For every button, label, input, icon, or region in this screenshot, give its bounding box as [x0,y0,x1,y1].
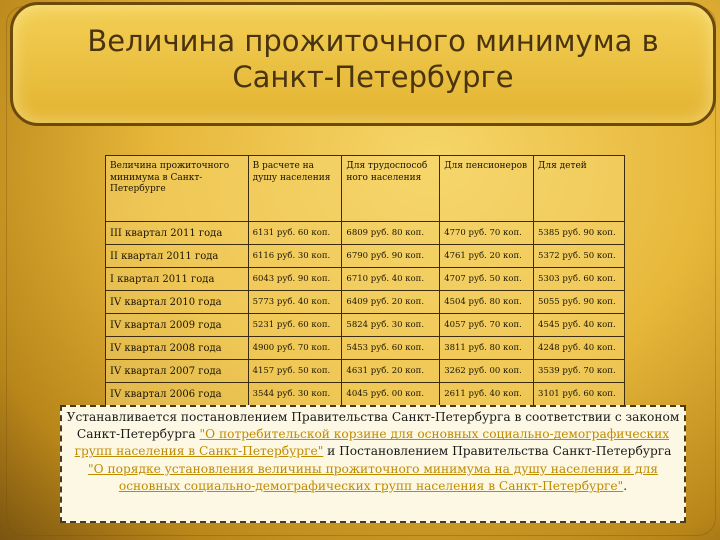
value-cell: 3544 руб. 30 коп. [248,383,342,406]
page-title [53,23,693,95]
table-row [106,222,625,245]
period-cell: III квартал 2011 года [106,222,249,245]
table-header-row [106,156,625,222]
value-cell: 6710 руб. 40 коп. [342,268,440,291]
value-cell: 6809 руб. 80 коп. [342,222,440,245]
value-cell: 3539 руб. 70 коп. [534,360,625,383]
header-cell-children: Для детей [534,156,625,222]
subsistence-minimum-table [105,155,625,406]
value-cell: 5303 руб. 60 коп. [534,268,625,291]
value-cell: 6131 руб. 60 коп. [248,222,342,245]
header-cell-pensioners: Для пенсионеров [440,156,534,222]
period-cell: IV квартал 2006 года [106,383,249,406]
value-cell: 4057 руб. 70 коп. [440,314,534,337]
period-cell: IV квартал 2009 года [106,314,249,337]
value-cell: 6043 руб. 90 коп. [248,268,342,291]
value-cell: 2611 руб. 40 коп. [440,383,534,406]
header-cell-working-age: Для трудоспособ ного населения [342,156,440,222]
value-cell: 6116 руб. 30 коп. [248,245,342,268]
value-cell: 5824 руб. 30 коп. [342,314,440,337]
title-banner [10,2,716,126]
table-row [106,314,625,337]
period-cell: I квартал 2011 года [106,268,249,291]
value-cell: 3262 руб. 00 коп. [440,360,534,383]
value-cell: 5773 руб. 40 коп. [248,291,342,314]
period-cell: IV квартал 2007 года [106,360,249,383]
subsistence-procedure-law-link[interactable]: "О порядке установления величины прожиточного минимума на душу населения и для основных социально-демографических групп населения в Санкт-Петербурге" [88,461,658,493]
value-cell: 5372 руб. 50 коп. [534,245,625,268]
legal-basis-note [60,405,686,523]
table-row [106,337,625,360]
value-cell: 4761 руб. 20 коп. [440,245,534,268]
table-row [106,268,625,291]
value-cell: 4900 руб. 70 коп. [248,337,342,360]
value-cell: 6790 руб. 90 коп. [342,245,440,268]
table-row [106,383,625,406]
value-cell: 4248 руб. 40 коп. [534,337,625,360]
period-cell: IV квартал 2008 года [106,337,249,360]
value-cell: 5385 руб. 90 коп. [534,222,625,245]
value-cell: 4157 руб. 50 коп. [248,360,342,383]
note-text-3: . [623,478,628,493]
consumer-basket-law-link[interactable]: "О потребительской корзине для основных социально-демографических групп населения в Санкт-Петербурге" [74,427,670,459]
table-row [106,291,625,314]
value-cell: 6409 руб. 20 коп. [342,291,440,314]
value-cell: 4545 руб. 40 коп. [534,314,625,337]
header-cell-per-capita: В расчете на душу населения [248,156,342,222]
value-cell: 5453 руб. 60 коп. [342,337,440,360]
page-title-line-1: Величина прожиточного минимума в [87,24,659,58]
period-cell: IV квартал 2010 года [106,291,249,314]
value-cell: 4707 руб. 50 коп. [440,268,534,291]
value-cell: 4631 руб. 20 коп. [342,360,440,383]
value-cell: 5231 руб. 60 коп. [248,314,342,337]
page-title-line-2: Санкт-Петербурге [232,60,514,94]
value-cell: 4045 руб. 00 коп. [342,383,440,406]
table-row [106,360,625,383]
note-text-2: и Постановлением Правительства Санкт-Петербурга [323,444,672,459]
note-text-1: Устанавливается постановлением Правительства Санкт-Петербурга в соответствии с законом Санкт-Петербурга [66,410,680,442]
value-cell: 3101 руб. 60 коп. [534,383,625,406]
period-cell: II квартал 2011 года [106,245,249,268]
value-cell: 5055 руб. 90 коп. [534,291,625,314]
value-cell: 4770 руб. 70 коп. [440,222,534,245]
table-row [106,245,625,268]
value-cell: 3811 руб. 80 коп. [440,337,534,360]
value-cell: 4504 руб. 80 коп. [440,291,534,314]
header-cell-category: Величина прожиточного минимума в Санкт-Петербурге [106,156,249,222]
